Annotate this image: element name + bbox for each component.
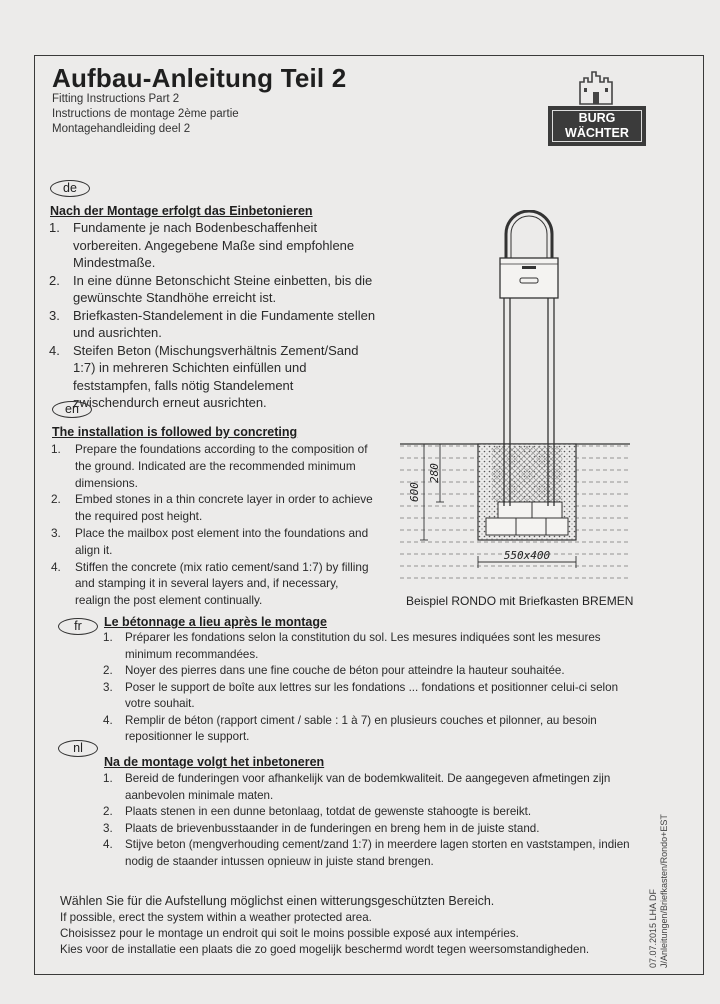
lang-badge-nl: nl	[58, 740, 98, 757]
dim-depth-label: 600	[408, 482, 421, 502]
list-item: 4. Stiffen the concrete (mix ratio cement/sand 1:7) by filling and stamping it in several layers and, if necessary, realign the post element continually.	[51, 559, 369, 608]
footer-line-de: Wählen Sie für die Aufstellung möglichst einen witterungsgeschützten Bereich.	[60, 894, 495, 908]
steps-list-fr	[103, 630, 643, 746]
steps-list-nl	[103, 771, 643, 870]
page-title: Aufbau-Anleitung Teil 2	[52, 63, 347, 93]
castle-icon	[576, 68, 616, 106]
section-title-en: The installation is followed by concreting	[52, 425, 298, 439]
document-reference	[648, 814, 670, 968]
footer-line-fr: Choisissez pour le montage un endroit qui soit le moins possible exposé aux intempéries.	[60, 927, 519, 940]
foundation-stones	[486, 502, 568, 535]
subtitle-fr: Instructions de montage 2ème partie	[52, 108, 239, 120]
list-item: 1. Préparer les fondations selon la constitution du sol. Les mesures indiquées sont les mesures minimum recommandées.	[103, 631, 601, 661]
list-item: 4. Stijve beton (mengverhouding cement/zand 1:7) in meerdere lagen storten en vaststampen, indien nodig de staander intussen opnieuw in juiste stand brengen.	[103, 838, 630, 868]
footer-notes	[60, 893, 620, 958]
list-item: 1. Fundamente je nach Bodenbeschaffenheit vorbereiten. Angegebene Maße sind empfohlene Mindestmaße.	[49, 220, 355, 270]
footer-line-en: If possible, erect the system within a weather protected area.	[60, 911, 372, 924]
list-item: 2. In eine dünne Betonschicht Steine einbetten, bis die gewünschte Standhöhe erreicht ist.	[49, 272, 373, 305]
steps-list-de	[49, 219, 379, 412]
list-item: 1. Bereid de funderingen voor afhankelijk van de bodemkwaliteit. De aangegeven afmetingen zijn aanbevolen minimale maten.	[103, 772, 611, 802]
section-title-de: Nach der Montage erfolgt das Einbetonieren	[50, 204, 313, 218]
list-item: 3. Plaats de brievenbusstaander in de funderingen en breng hem in de juiste stand.	[103, 821, 540, 835]
list-item: 1. Prepare the foundations according to the composition of the ground. Indicated are the recommended minimum dimensions.	[51, 442, 368, 490]
diagram-caption: Beispiel RONDO mit Briefkasten BREMEN	[406, 594, 634, 608]
installation-diagram	[398, 210, 638, 590]
lang-badge-en: en	[52, 401, 92, 418]
footer-line-nl: Kies voor de installatie een plaats die zo goed mogelijk beschermd wordt tegen weersomstandigheden.	[60, 943, 590, 956]
subtitle-nl: Montagehandleiding deel 2	[52, 123, 191, 135]
doc-date: 07.07.2015 LHA DF	[648, 888, 658, 968]
lang-badge-de: de	[50, 180, 90, 197]
list-item: 4. Steifen Beton (Mischungsverhältnis Zement/Sand 1:7) in mehreren Schichten einfüllen und feststampfen, falls nötig Standelement zwischendurch erneut ausrichten.	[49, 342, 359, 410]
list-item: 3. Place the mailbox post element into the foundations and align it.	[51, 525, 369, 557]
logo-line-1: BURG	[578, 111, 616, 125]
dim-height-label: 280	[428, 463, 441, 483]
section-title-nl: Na de montage volgt het inbetoneren	[104, 755, 325, 769]
list-item: 2. Noyer des pierres dans une fine couche de béton pour atteindre la hauteur souhaitée.	[103, 664, 565, 677]
doc-path: J/Anleitungen/Briefkasten/Rondo+EST	[659, 814, 669, 968]
list-item: 3. Briefkasten-Standelement in die Fundamente stellen und ausrichten.	[49, 307, 376, 340]
list-item: 2. Plaats stenen in een dunne betonlaag, totdat de gewenste stahoogte is bereikt.	[103, 805, 532, 818]
list-item: 3. Poser le support de boîte aux lettres sur les fondations ... fondations et positionner celui-ci selon votre souhait.	[103, 680, 619, 710]
list-item: 2. Embed stones in a thin concrete layer in order to achieve the required post height.	[51, 492, 373, 524]
brand-logo	[548, 68, 646, 146]
dim-width-label: 550x400	[503, 549, 551, 562]
lang-badge-fr: fr	[58, 618, 98, 635]
list-item: 4. Remplir de béton (rapport ciment / sable : 1 à 7) en plusieurs couches et pilonner, au besoin repositionner le support.	[103, 713, 597, 743]
subtitle-en: Fitting Instructions Part 2	[52, 93, 180, 105]
steps-list-en	[51, 441, 376, 609]
logo-line-2: WÄCHTER	[565, 126, 629, 140]
section-title-fr: Le bétonnage a lieu après le montage	[104, 615, 327, 629]
